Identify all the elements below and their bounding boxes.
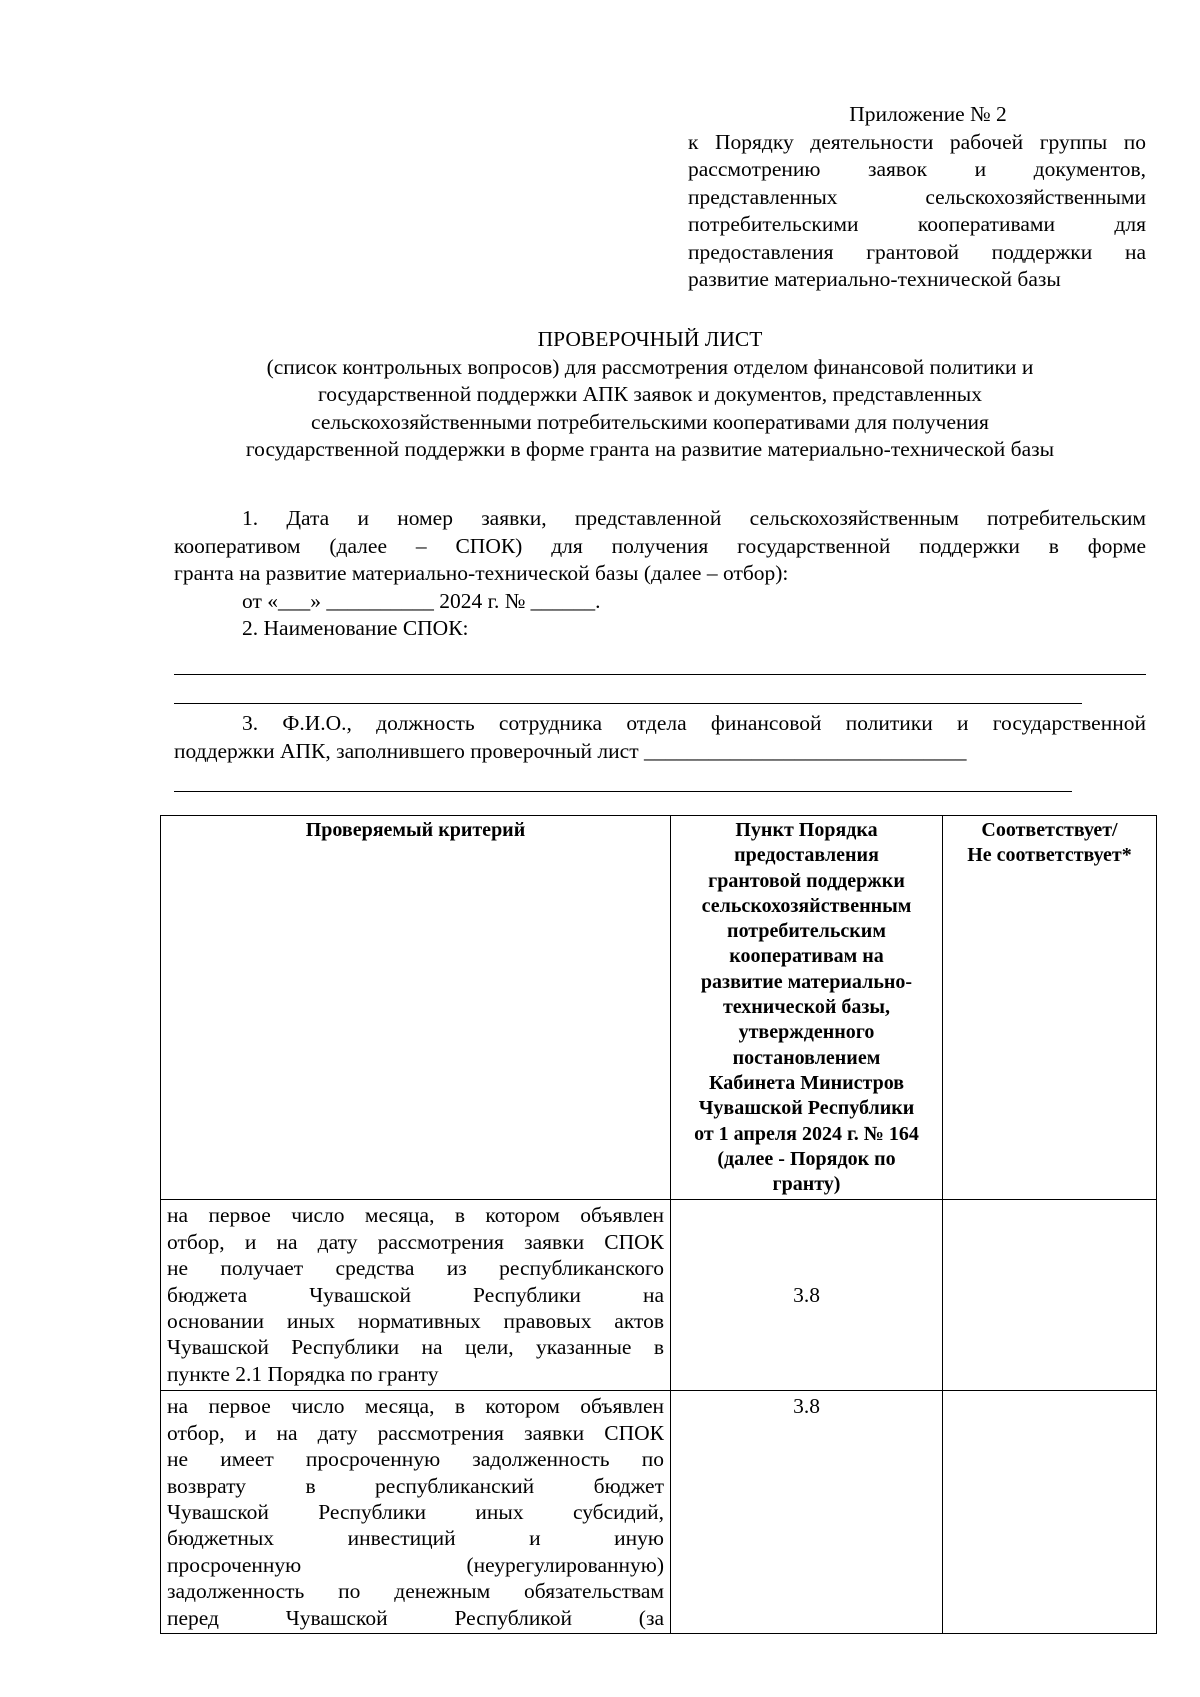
item-3-line[interactable]: поддержки АПК, заполнившего проверочный лист ______________________________ [174,738,967,763]
criterion-cell [161,1200,671,1391]
criterion-line: просроченную (неурегулированную) [167,1552,664,1577]
title-line: государственной поддержки в форме гранта на развитие материально-технической базы [245,437,1055,461]
date-number-field[interactable]: от «___» __________ 2024 г. № ______. [242,588,601,613]
header-clause-line: Пункт Порядка [735,819,878,841]
criterion-line: Чувашской Республики на цели, указанные в [167,1335,664,1360]
appendix-line: представленных сельскохозяйственными [688,184,1146,209]
header-clause-line: потребительским [727,920,886,943]
header-clause-line: Чувашской Республики [698,1097,915,1120]
criterion-line: перед Чувашской Республикой (за [167,1605,664,1630]
item-3 [174,710,1146,765]
header-clause-line: развитие материально- [700,970,913,993]
item-2-label: 2. Наименование СПОК: [242,616,469,640]
item-1-line: 1. Дата и номер заявки, представленной сельскохозяйственным потребительским [242,506,1146,530]
table-row [161,1200,1157,1391]
title-line: сельскохозяйственными потребительскими кооперативами для получения [311,409,989,434]
criterion-line: Чувашской Республики иных субсидий, [167,1500,664,1525]
compliance-cell[interactable] [943,1391,1157,1634]
criterion-line: отбор, и на дату рассмотрения заявки СПОК [167,1229,664,1254]
spok-name-line[interactable] [174,674,1146,675]
criterion-line: основании иных нормативных правовых актов [167,1309,664,1334]
header-clause-line: кооперативам на [729,945,884,968]
spok-name-line[interactable] [174,703,1082,704]
header-clause-line: предоставления [734,844,879,867]
criterion-line: на первое число месяца, в котором объявлен [167,1203,664,1228]
compliance-cell[interactable] [943,1200,1157,1391]
header-clause-line: от 1 апреля 2024 г. № 164 [694,1122,919,1145]
criterion-line: бюджета Чувашской Республики на [167,1282,664,1307]
appendix-line: к Порядку деятельности рабочей группы по [688,129,1146,154]
header-clause-line: технической базы, [722,996,891,1019]
header-clause-line: утвержденного [738,1021,875,1044]
title-heading: ПРОВЕРОЧНЫЙ ЛИСТ [537,327,763,351]
appendix-block [688,101,1146,294]
employee-name-line[interactable] [174,791,1072,792]
header-clause-line: постановлением [732,1046,881,1069]
item-3-line: 3. Ф.И.О., должность сотрудника отдела финансовой политики и государственной [242,711,1146,735]
criterion-line: не имеет просроченную задолженность по [167,1447,664,1472]
criterion-line: пункте 2.1 Порядка по гранту [167,1361,439,1386]
clause-cell: 3.8 [671,1200,943,1391]
document-title [150,326,1150,464]
appendix-line: рассмотрению заявок и документов, [688,157,1146,181]
criterion-line: не получает средства из республиканского [167,1256,664,1281]
criterion-line: задолженность по денежным обязательствам [167,1579,664,1604]
header-clause-line: грантовой поддержки [708,869,905,892]
header-clause-line: сельскохозяйственным [701,894,912,917]
appendix-number: Приложение № 2 [849,102,1007,126]
criterion-line: бюджетных инвестиций и иную [167,1526,664,1551]
clause-cell: 3.8 [671,1391,943,1634]
appendix-line: предоставления грантовой поддержки на [688,239,1146,264]
title-line: государственной поддержки АПК заявок и документов, представленных [317,382,982,406]
header-clause-line: (далее - Порядок по [717,1147,896,1170]
table-header-row [161,816,1157,1200]
item-1-line: гранта на развитие материально-технической базы (далее – отбор): [174,561,789,585]
appendix-line: развитие материально-технической базы [688,267,1061,291]
criterion-line: отбор, и на дату рассмотрения заявки СПОК [167,1420,664,1445]
header-compliance-line: Соответствует/ [981,819,1118,841]
appendix-line: потребительскими кооперативами для [688,212,1146,236]
table-row [161,1391,1157,1634]
header-clause-line: Кабинета Министров [708,1071,905,1094]
header-compliance-line: Не соответствует* [967,844,1132,867]
title-line: (список контрольных вопросов) для рассмотрения отделом финансовой политики и [266,354,1034,379]
item-1-line: кооперативом (далее – СПОК) для получения государственной поддержки в форме [174,533,1146,558]
criterion-cell [161,1391,671,1634]
criteria-table [160,815,1157,1634]
header-clause [671,816,943,1200]
header-criterion: Проверяемый критерий [161,816,671,1200]
criterion-line: возврату в республиканский бюджет [167,1473,664,1498]
header-compliance [943,816,1157,1200]
header-clause-line: гранту) [772,1173,841,1196]
item-1 [174,505,1146,643]
criterion-line: на первое число месяца, в котором объявлен [167,1394,664,1419]
